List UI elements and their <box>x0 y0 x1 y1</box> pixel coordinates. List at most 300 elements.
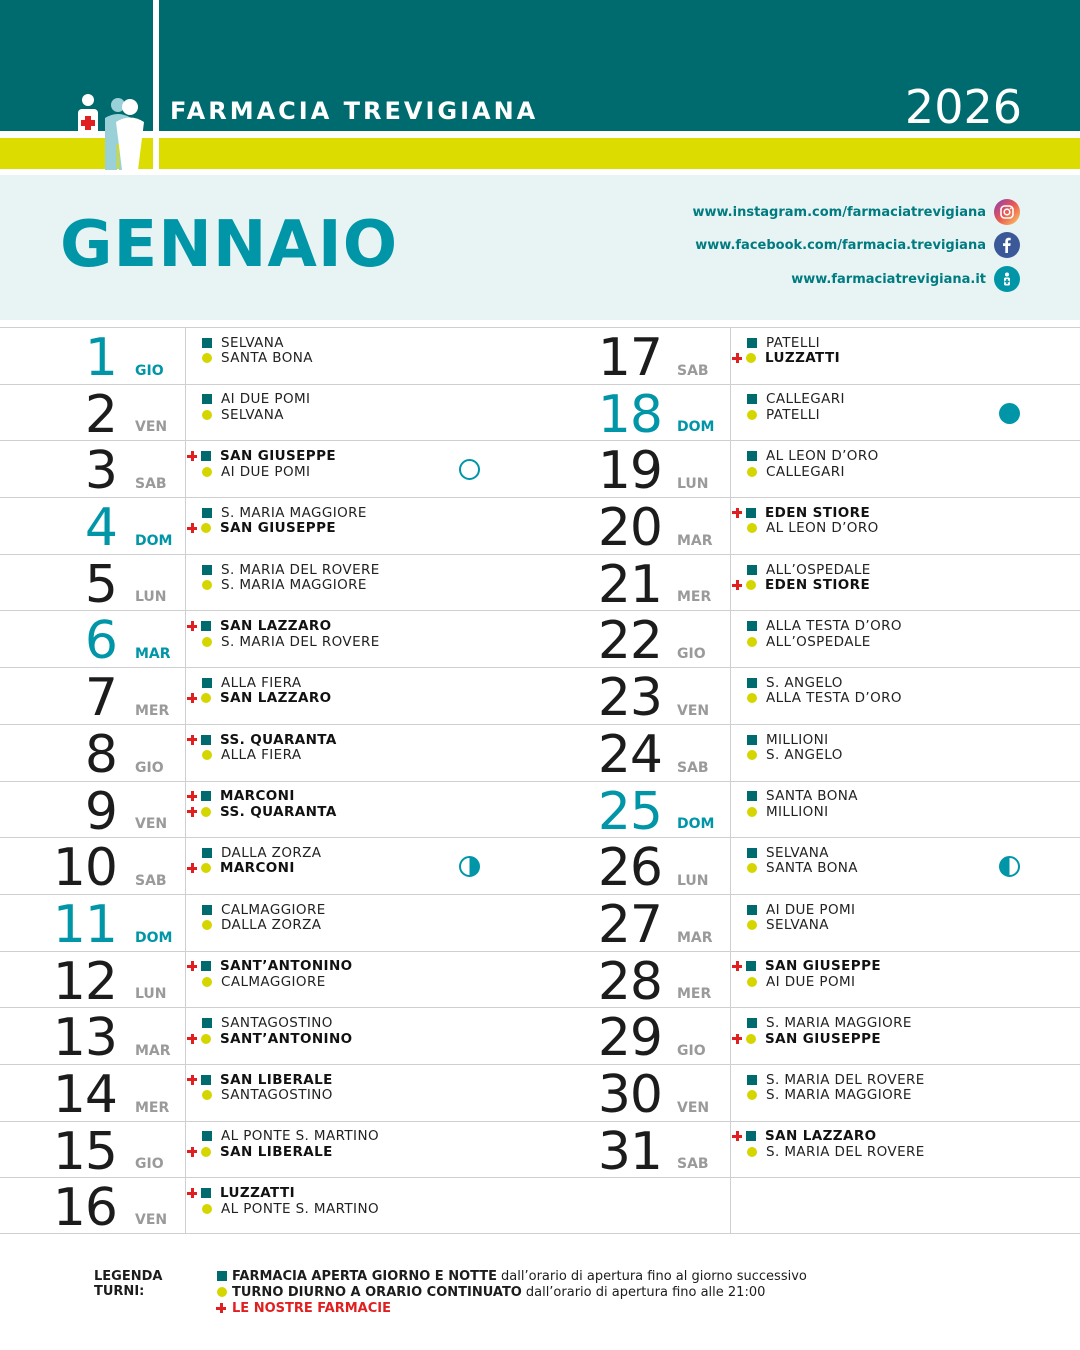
day-number: 29 <box>597 1008 662 1069</box>
night-square-icon <box>187 450 220 462</box>
day-number: 12 <box>52 951 117 1012</box>
shift-cell <box>731 668 1080 724</box>
pharmacy-name: AL LEON D’ORO <box>766 520 879 537</box>
night-shift-entry <box>746 562 1080 578</box>
day-number: 23 <box>597 668 662 729</box>
date-cell <box>540 1008 731 1069</box>
pharmacy-name: S. MARIA DEL ROVERE <box>766 1143 925 1160</box>
night-shift-entry <box>746 732 1080 748</box>
day-row <box>540 497 1080 559</box>
pharmacy-name: SAN LAZZARO <box>765 1128 877 1145</box>
pharmacy-name: CALMAGGIORE <box>221 973 326 990</box>
day-dot-icon <box>746 636 766 648</box>
calendar-column-right <box>540 327 1080 1234</box>
night-shift-entry <box>746 1129 1080 1145</box>
day-number: 25 <box>597 781 662 842</box>
night-square-icon <box>187 960 220 972</box>
red-cross-icon <box>187 1075 197 1085</box>
shift-cell <box>186 952 540 1008</box>
day-shift-entry <box>201 691 540 707</box>
pharmacy-name: SAN GIUSEPPE <box>765 958 881 975</box>
weekday-label: GIO <box>677 646 706 663</box>
weekday-label: SAB <box>135 476 167 493</box>
pharmacy-name: S. MARIA MAGGIORE <box>766 1015 912 1031</box>
weekday-label: DOM <box>135 929 173 946</box>
day-number: 16 <box>52 1178 117 1239</box>
night-square-icon <box>187 734 220 746</box>
pharmacy-name: ALL’OSPEDALE <box>766 633 871 650</box>
pharmacy-name: AI DUE POMI <box>221 391 311 408</box>
day-dot-icon <box>732 1033 765 1045</box>
day-shift-entry <box>201 464 540 480</box>
day-shift-entry <box>746 747 1080 763</box>
weekday-label: MER <box>677 589 712 606</box>
legend-day-label: TURNO DIURNO A ORARIO CONTINUATO <box>232 1284 522 1300</box>
night-shift-entry <box>746 675 1080 691</box>
day-row <box>0 440 540 502</box>
weekday-label: LUN <box>677 872 709 889</box>
pharmacy-name: S. ANGELO <box>766 674 843 691</box>
pharmacy-name: MARCONI <box>220 788 295 805</box>
header-divider <box>153 0 159 169</box>
red-cross-icon <box>187 1147 197 1157</box>
day-shift-entry <box>201 1031 540 1047</box>
date-cell <box>540 894 731 955</box>
red-cross-icon <box>216 1302 232 1314</box>
day-row <box>0 894 540 955</box>
day-dot-icon <box>187 522 220 534</box>
day-number: 2 <box>84 384 117 445</box>
pharmacy-name: ALLA TESTA D’ORO <box>766 690 902 707</box>
header-accent-stripe <box>0 138 1080 169</box>
pharmacy-name: AL PONTE S. MARTINO <box>221 1200 379 1217</box>
day-dot-icon <box>187 1146 220 1158</box>
weekday-label: SAB <box>135 872 167 889</box>
date-cell <box>0 1121 186 1182</box>
night-square-icon <box>201 904 221 916</box>
day-row <box>0 497 540 559</box>
weekday-label: SAB <box>677 1156 709 1173</box>
day-dot-icon <box>732 579 765 591</box>
day-number: 5 <box>84 554 117 615</box>
shift-cell <box>186 668 540 724</box>
night-square-icon <box>187 620 220 632</box>
pharmacy-name: CALLEGARI <box>766 463 845 480</box>
shift-cell <box>186 441 540 497</box>
day-number: 19 <box>597 441 662 502</box>
day-row <box>540 440 1080 502</box>
empty-row <box>540 1177 1080 1234</box>
day-number: 20 <box>597 498 662 559</box>
night-square-icon <box>201 564 221 576</box>
day-dot-icon <box>201 919 221 931</box>
day-number: 9 <box>84 781 117 842</box>
day-dot-icon <box>216 1286 232 1298</box>
date-cell <box>540 441 731 502</box>
pharmacy-name: SELVANA <box>766 844 829 861</box>
pharmacy-name: ALLA FIERA <box>221 674 302 691</box>
red-cross-icon <box>187 523 197 533</box>
pharmacy-name: SANT’ANTONINO <box>220 958 353 975</box>
facebook-icon <box>994 232 1020 258</box>
night-shift-entry <box>201 789 540 805</box>
facebook-link[interactable] <box>695 232 1020 258</box>
day-row <box>0 554 540 615</box>
night-shift-entry <box>201 1015 540 1031</box>
night-shift-entry <box>746 335 1080 351</box>
pharmacy-name: S. MARIA MAGGIORE <box>221 577 367 593</box>
weekday-label: LUN <box>135 589 167 606</box>
pharmacy-name: S. MARIA DEL ROVERE <box>766 1071 925 1088</box>
pharmacy-name: SANTAGOSTINO <box>221 1015 333 1031</box>
date-cell <box>0 498 186 559</box>
red-cross-icon <box>732 1034 742 1044</box>
date-cell <box>0 724 186 785</box>
red-cross-icon <box>732 353 742 363</box>
pharmacy-name: SAN LIBERALE <box>220 1143 333 1160</box>
day-number: 8 <box>84 724 117 785</box>
day-shift-entry <box>201 351 540 367</box>
pharmacy-name: SANTA BONA <box>766 788 858 805</box>
red-cross-icon <box>187 693 197 703</box>
night-square-icon <box>187 1074 220 1086</box>
day-row <box>0 384 540 445</box>
weekday-label: MAR <box>135 1042 171 1059</box>
day-number: 28 <box>597 951 662 1012</box>
date-cell <box>0 554 186 615</box>
shift-cell <box>731 1122 1080 1178</box>
day-dot-icon <box>746 976 766 988</box>
pharmacy-name: SAN GIUSEPPE <box>220 448 336 465</box>
day-number: 10 <box>52 838 117 899</box>
date-cell <box>0 894 186 955</box>
weekday-label: SAB <box>677 759 709 776</box>
date-cell <box>0 441 186 502</box>
day-number: 26 <box>597 838 662 899</box>
day-row <box>0 327 540 388</box>
pharmacy-name: AI DUE POMI <box>766 973 856 990</box>
day-shift-entry <box>201 1087 540 1103</box>
legend-ours <box>216 1300 916 1316</box>
pharmacy-name: SANTA BONA <box>221 350 313 367</box>
date-cell <box>540 838 731 899</box>
pharmacy-name: PATELLI <box>766 406 821 423</box>
day-shift-entry <box>201 1144 540 1160</box>
day-shift-entry <box>746 634 1080 650</box>
shift-cell <box>186 611 540 667</box>
weekday-label: GIO <box>677 1042 706 1059</box>
red-cross-icon <box>187 621 197 631</box>
day-shift-entry <box>746 804 1080 820</box>
day-row <box>540 554 1080 615</box>
date-cell <box>0 384 186 445</box>
day-shift-entry <box>746 691 1080 707</box>
date-cell <box>540 554 731 615</box>
night-square-icon <box>746 847 766 859</box>
day-number: 31 <box>597 1121 662 1182</box>
night-shift-entry <box>201 335 540 351</box>
night-square-icon <box>732 507 765 519</box>
weekday-label: DOM <box>677 816 715 833</box>
day-dot-icon <box>746 1089 766 1101</box>
date-cell <box>540 498 731 559</box>
pharmacy-name: SELVANA <box>221 406 284 423</box>
night-square-icon <box>746 790 766 802</box>
day-number: 3 <box>84 441 117 502</box>
pharmacy-name: S. MARIA DEL ROVERE <box>221 561 380 578</box>
shift-cell <box>186 838 540 894</box>
day-dot-icon <box>201 579 221 591</box>
day-number: 4 <box>84 498 117 559</box>
day-shift-entry <box>746 577 1080 593</box>
red-cross-icon <box>732 1131 742 1141</box>
shift-cell <box>731 441 1080 497</box>
night-square-icon <box>187 790 220 802</box>
weekday-label: VEN <box>677 702 710 719</box>
date-cell <box>540 1121 731 1182</box>
shift-cell <box>186 1122 540 1178</box>
pharmacy-name: AL LEON D’ORO <box>766 448 879 465</box>
shift-cell <box>731 725 1080 781</box>
night-shift-entry <box>201 505 540 521</box>
night-square-icon <box>187 1187 220 1199</box>
day-row <box>540 667 1080 729</box>
date-cell <box>540 384 731 445</box>
date-cell <box>540 328 731 388</box>
night-shift-entry <box>201 845 540 861</box>
day-row <box>0 1064 540 1125</box>
pharmacy-name: LUZZATTI <box>765 350 841 367</box>
night-square-icon <box>746 620 766 632</box>
weekday-label: MER <box>677 986 712 1003</box>
red-cross-icon <box>187 1188 197 1198</box>
night-shift-entry <box>201 448 540 464</box>
night-shift-entry <box>746 845 1080 861</box>
night-shift-entry <box>201 562 540 578</box>
weekday-label: VEN <box>135 419 168 436</box>
day-number: 11 <box>52 894 117 955</box>
month-title: GENNAIO <box>60 208 399 282</box>
pharmacy-name: MARCONI <box>220 860 295 877</box>
shift-cell <box>186 1178 540 1233</box>
instagram-link[interactable] <box>692 199 1020 225</box>
night-shift-entry <box>201 902 540 918</box>
pharmacy-name: MILLIONI <box>766 803 829 820</box>
day-shift-entry <box>201 407 540 423</box>
red-cross-icon <box>187 807 197 817</box>
day-row <box>540 1064 1080 1125</box>
weekday-label: VEN <box>135 816 168 833</box>
pharmacy-name: ALLA FIERA <box>221 747 302 764</box>
legend-ours-label: LE NOSTRE FARMACIE <box>232 1300 391 1316</box>
red-cross-icon <box>187 735 197 745</box>
day-row <box>0 667 540 729</box>
website-link-label: www.farmaciatrevigiana.it <box>791 271 986 287</box>
night-square-icon <box>746 450 766 462</box>
date-cell <box>0 668 186 729</box>
day-shift-entry <box>746 917 1080 933</box>
shift-cell <box>731 1008 1080 1064</box>
weekday-label: LUN <box>677 476 709 493</box>
pharmacy-name: EDEN STIORE <box>765 577 871 593</box>
pharmacy-name: SS. QUARANTA <box>220 731 337 748</box>
legend-day <box>216 1284 916 1300</box>
night-square-icon <box>201 1017 221 1029</box>
pharmacy-name: AI DUE POMI <box>221 463 311 480</box>
weekday-label: MER <box>135 1099 170 1116</box>
night-square-icon <box>201 337 221 349</box>
day-row <box>540 1121 1080 1182</box>
day-row <box>540 327 1080 388</box>
night-square-icon <box>732 1130 765 1142</box>
night-shift-entry <box>746 392 1080 408</box>
day-row <box>0 1121 540 1182</box>
date-cell <box>540 611 731 672</box>
shift-cell <box>186 725 540 781</box>
shift-cell <box>731 385 1080 441</box>
date-cell <box>540 724 731 785</box>
red-cross-icon <box>187 791 197 801</box>
facebook-link-label: www.facebook.com/farmacia.trevigiana <box>695 237 986 253</box>
day-dot-icon <box>201 352 221 364</box>
pharmacy-name: SS. QUARANTA <box>220 803 337 820</box>
day-row <box>0 1177 540 1239</box>
night-square-icon <box>201 1130 221 1142</box>
weekday-label: MAR <box>677 929 713 946</box>
day-dot-icon <box>746 749 766 761</box>
night-shift-entry <box>746 789 1080 805</box>
red-cross-icon <box>732 508 742 518</box>
day-dot-icon <box>187 692 220 704</box>
day-shift-entry <box>201 861 540 877</box>
night-square-icon <box>746 393 766 405</box>
day-dot-icon <box>746 522 766 534</box>
night-shift-entry <box>201 1129 540 1145</box>
night-shift-entry <box>201 732 540 748</box>
legend-day-desc: dall’orario di apertura fino alle 21:00 <box>525 1284 766 1300</box>
weekday-label: GIO <box>135 759 164 776</box>
day-number: 15 <box>52 1121 117 1182</box>
date-cell <box>0 1178 186 1239</box>
night-square-icon <box>746 337 766 349</box>
day-dot-icon <box>746 862 766 874</box>
weekday-label: DOM <box>135 532 173 549</box>
day-shift-entry <box>201 521 540 537</box>
day-shift-entry <box>201 974 540 990</box>
day-dot-icon <box>201 409 221 421</box>
day-shift-entry <box>746 407 1080 423</box>
day-number: 18 <box>597 384 662 445</box>
weekday-label: SAB <box>677 362 709 379</box>
date-cell <box>540 1178 731 1233</box>
day-dot-icon <box>732 352 765 364</box>
day-number: 13 <box>52 1008 117 1069</box>
shift-cell <box>731 782 1080 838</box>
night-square-icon <box>216 1270 232 1282</box>
pharmacy-name: SAN LIBERALE <box>220 1071 333 1088</box>
day-row <box>540 951 1080 1012</box>
day-row <box>540 1007 1080 1069</box>
website-link[interactable] <box>791 266 1020 292</box>
day-shift-entry <box>746 1031 1080 1047</box>
day-shift-entry <box>746 521 1080 537</box>
red-cross-icon <box>187 1034 197 1044</box>
day-dot-icon <box>187 862 220 874</box>
day-shift-entry <box>201 747 540 763</box>
date-cell <box>0 781 186 842</box>
day-number: 30 <box>597 1064 662 1125</box>
shift-cell <box>186 385 540 441</box>
date-cell <box>540 1064 731 1125</box>
pharmacy-name: SAN LAZZARO <box>220 618 332 635</box>
night-square-icon <box>746 1017 766 1029</box>
day-dot-icon <box>746 692 766 704</box>
pharmacy-name: SANTA BONA <box>766 860 858 877</box>
pharmacy-name: S. ANGELO <box>766 747 843 764</box>
day-number: 21 <box>597 554 662 615</box>
day-shift-entry <box>746 861 1080 877</box>
night-shift-entry <box>201 392 540 408</box>
pharmacy-name: SAN GIUSEPPE <box>220 520 336 537</box>
pharmacy-name: DALLA ZORZA <box>221 844 322 861</box>
day-dot-icon <box>201 466 221 478</box>
pharmacy-name: S. MARIA DEL ROVERE <box>221 633 380 650</box>
day-number: 14 <box>52 1064 117 1125</box>
pharmacy-name: PATELLI <box>766 334 821 351</box>
day-row <box>540 724 1080 785</box>
date-cell <box>0 1008 186 1069</box>
calendar-column-left <box>0 327 540 1239</box>
date-cell <box>0 951 186 1012</box>
night-shift-entry <box>201 959 540 975</box>
night-square-icon <box>201 507 221 519</box>
shift-cell <box>731 555 1080 611</box>
day-row <box>540 610 1080 672</box>
shift-cell <box>186 555 540 611</box>
legend-night-label: FARMACIA APERTA GIORNO E NOTTE <box>232 1268 498 1284</box>
shift-cell <box>186 328 540 384</box>
day-row <box>0 837 540 899</box>
day-row <box>0 951 540 1012</box>
pharmacy-name: SAN LAZZARO <box>220 690 332 707</box>
day-number: 27 <box>597 894 662 955</box>
day-number: 22 <box>597 611 662 672</box>
night-shift-entry <box>746 1072 1080 1088</box>
pharmacy-name: SANTAGOSTINO <box>221 1087 333 1104</box>
day-shift-entry <box>201 577 540 593</box>
weekday-label: VEN <box>677 1099 710 1116</box>
day-row <box>540 384 1080 445</box>
red-cross-icon <box>187 863 197 873</box>
night-shift-entry <box>201 618 540 634</box>
full-moon-icon <box>999 403 1020 424</box>
night-shift-entry <box>201 1072 540 1088</box>
shift-cell <box>731 952 1080 1008</box>
weekday-label: GIO <box>135 362 164 379</box>
weekday-label: MER <box>135 702 170 719</box>
day-shift-entry <box>201 1201 540 1217</box>
date-cell <box>0 838 186 899</box>
red-cross-icon <box>187 451 197 461</box>
day-shift-entry <box>201 804 540 820</box>
shift-cell <box>186 782 540 838</box>
pharmacy-name: ALLA TESTA D’ORO <box>766 618 902 635</box>
red-cross-icon <box>732 580 742 590</box>
night-square-icon <box>746 734 766 746</box>
date-cell <box>540 951 731 1012</box>
weekday-label: MAR <box>677 532 713 549</box>
day-shift-entry <box>746 464 1080 480</box>
